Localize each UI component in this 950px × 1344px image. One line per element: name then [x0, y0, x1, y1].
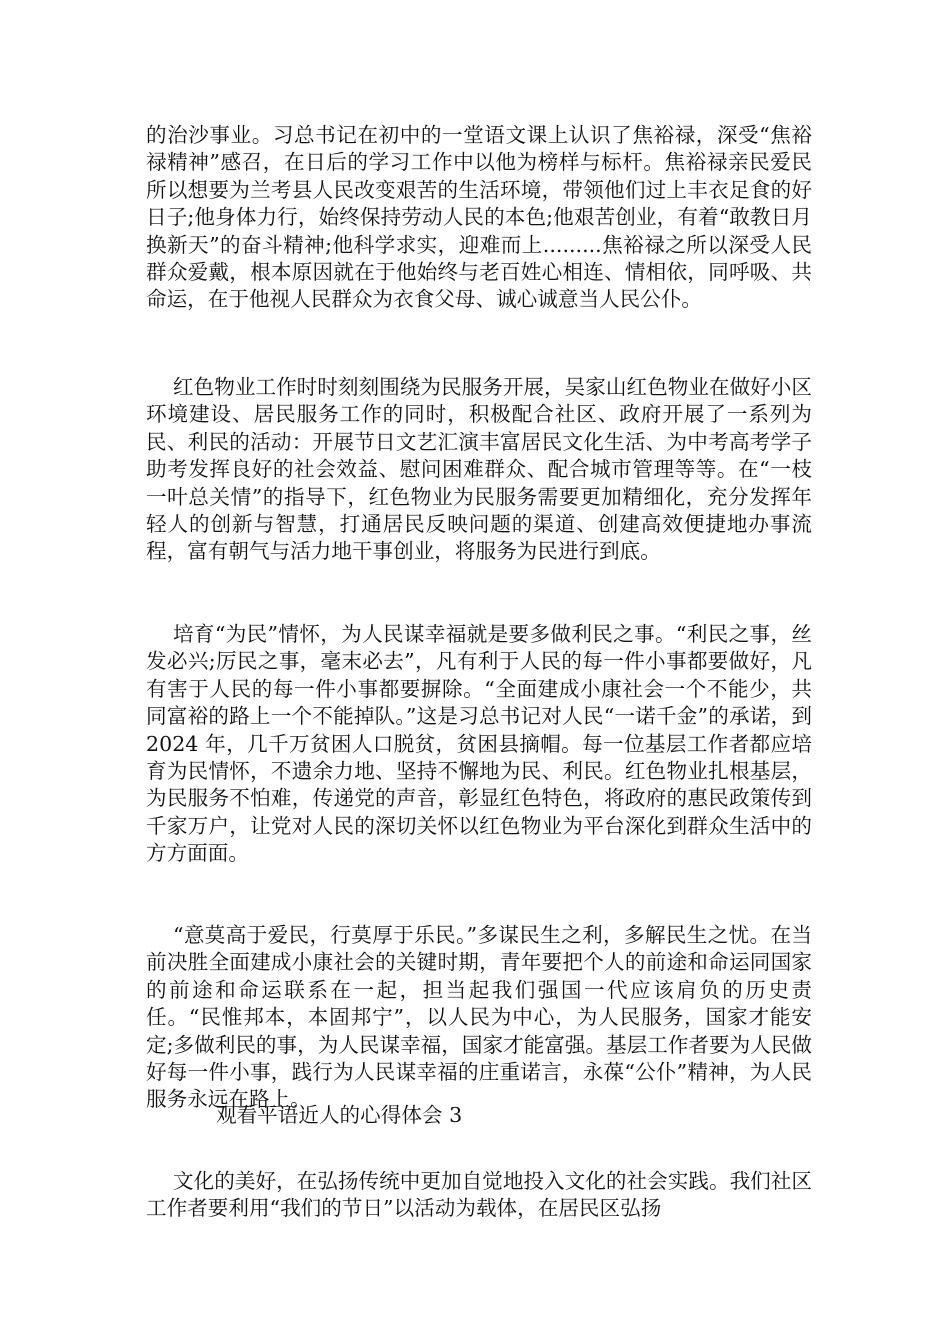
paragraph-1: 的治沙事业。习总书记在初中的一堂语文课上认识了焦裕禄，深受“焦裕禄精神”感召，在日后的学习工作中以他为榜样与标杆。焦裕禄亲民爱民所以想要为兰考县人民改变艰苦的生活环境，带领他们过上丰衣足食的好日子;他身体力行，始终保持劳动人民的本色;他艰苦创业，有着“敢教日月换新天”的奋斗精神;他科学求实，迎难而上.........焦裕禄之所以深受人民群众爱戴，根本原因就在于他始终与老百姓心相连、情相依，同呼吸、共命运，在于他视人民群众为衣食父母、诚心诚意当人民公仆。 — [146, 123, 812, 312]
paragraph-2: 红色物业工作时时刻刻围绕为民服务开展，吴家山红色物业在做好小区环境建设、居民服务工作的同时，积极配合社区、政府开展了一系列为民、利民的活动：开展节日文艺汇演丰富居民文化生活、为中考高考学子助考发挥良好的社会效益、慰问困难群众、配合城市管理等等。在“一枝一叶总关情”的指导下，红色物业为民服务需要更加精细化，充分发挥年轻人的创新与智慧，打通居民反映问题的渠道、创建高效便捷地办事流程，富有朝气与活力地干事创业，将服务为民进行到底。 — [146, 375, 812, 564]
paragraph-5: 文化的美好，在弘扬传统中更加自觉地投入文化的社会实践。我们社区工作者要利用“我们的节日”以活动为载体，在居民区弘扬 — [146, 1169, 812, 1221]
section-heading: 观看平语近人的心得体会 3 — [216, 1103, 463, 1127]
paragraph-3: 培育“为民”情怀，为人民谋幸福就是要多做利民之事。“利民之事，丝发必兴;厉民之事，毫末必去”，凡有利于人民的每一件小事都要做好，凡有害于人民的每一件小事都要摒除。“全面建成小康社会一个不能少，共同富裕的路上一个不能掉队。”这是习总书记对人民“一诺千金”的承诺，到 2024 年，几千万贫困人口脱贫，贫困县摘帽。每一位基层工作者都应培育为民情怀，不遗余力地、坚持不懈地为民、利民。红色物业扎根基层，为民服务不怕难，传递党的声音，彰显红色特色，将政府的惠民政策传到千家万户，让党对人民的深切关怀以红色物业为平台深化到群众生活中的方方面面。 — [146, 622, 812, 866]
paragraph-4: “意莫高于爱民，行莫厚于乐民。”多谋民生之利，多解民生之忧。在当前决胜全面建成小康社会的关键时期，青年要把个人的前途和命运同国家的前途和命运联系在一起，担当起我们强国一代应该肩负的历史责任。“民惟邦本，本固邦宁”，以人民为中心，为人民服务，国家才能安定;多做利民的事，为人民谋幸福，国家才能富强。基层工作者要为人民做好每一件小事，践行为人民谋幸福的庄重诺言，永葆“公仆”精神，为人民服务永远在路上。 — [146, 923, 812, 1112]
